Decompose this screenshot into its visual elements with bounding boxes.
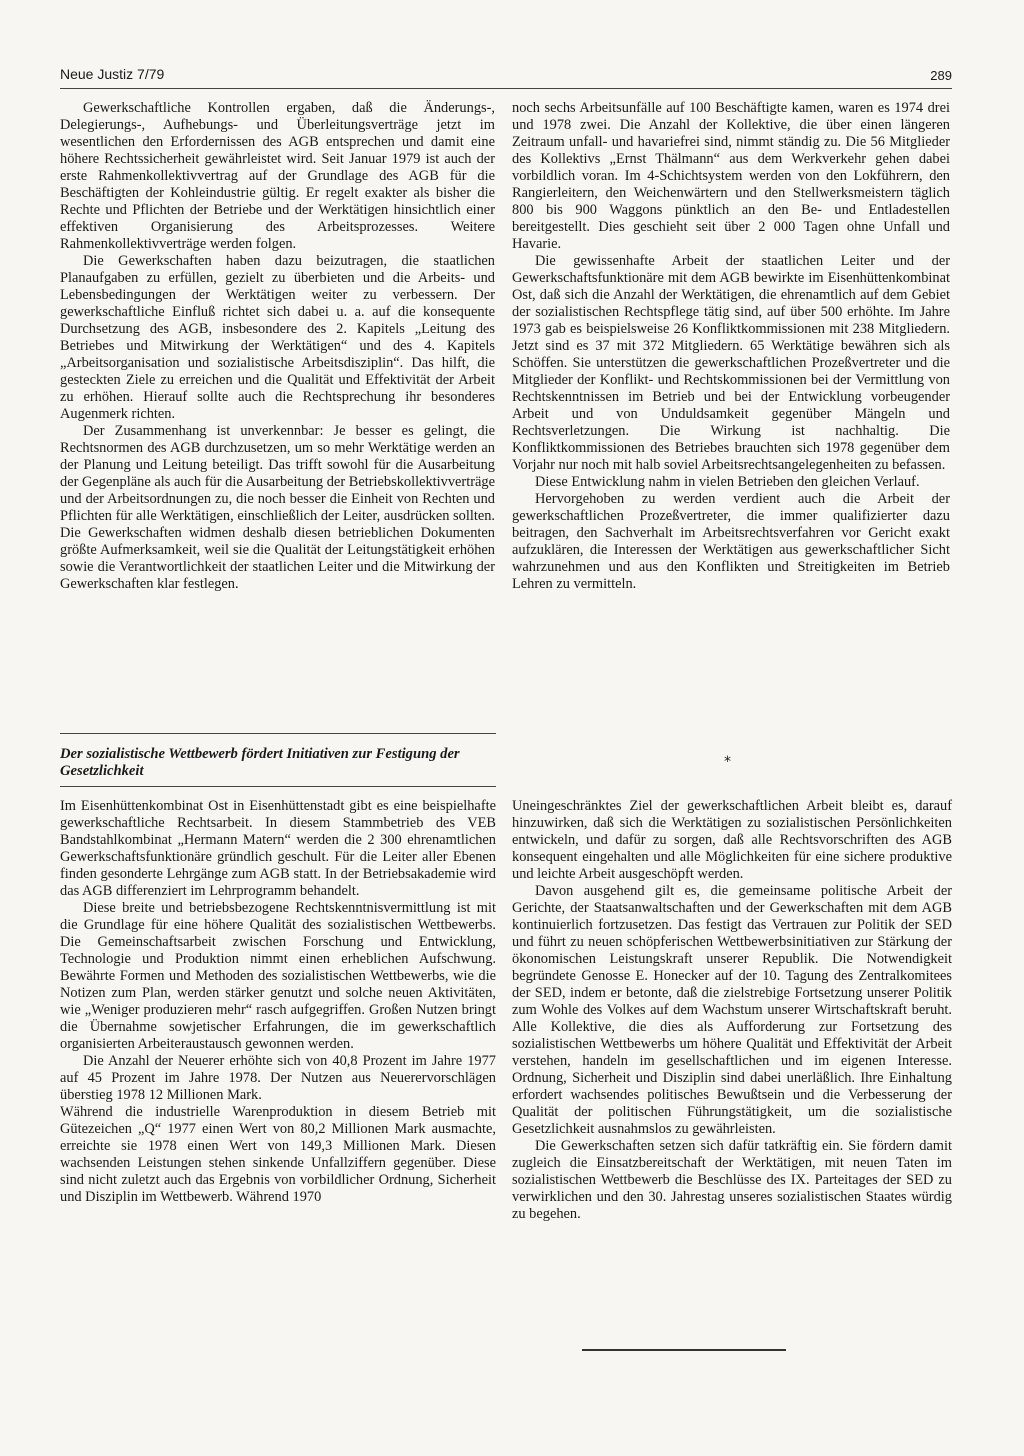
- paragraph: Die Gewerkschaften haben dazu beizutragen, die staatlichen Planaufgaben zu erfüllen, gezielt zu überbieten und die Arbeits- und Lebensbedingungen der Werktätigen weiter zu verbessern. Der gewerkschaftliche Einfluß richtet sich dabei u. a. auf die konsequente Durchsetzung des AGB, insbesondere des 2. Kapitels „Leitung des Betriebes und Mitwirkung der Werktätigen“ und des 4. Kapitels „Arbeitsorganisation und sozialistische Arbeitsdisziplin“. Das hilft, die gesteckten Ziele zu erreichen und die Qualität und Effektivität der Arbeit zu erhöhen. Hierauf sollte auch die Rechtsprechung ihr besonderes Augenmerk richten.: [60, 253, 495, 422]
- column-top-left: [60, 100, 495, 593]
- column-top-right: [512, 100, 950, 593]
- page-number: 289: [930, 68, 952, 83]
- column-bottom-left: [60, 798, 496, 1206]
- paragraph: Die gewissenhafte Arbeit der staatlichen Leiter und der Gewerkschaftsfunktionäre mit dem AGB bewirkte im Eisenhüttenkombinat Ost, daß sich die Anzahl der Werktätigen, die ehrenamtlich auf dem Gebiet der sozialistischen Rechtspflege tätig sind, auf über 500 erhöhte. Im Jahre 1973 gab es beispielsweise 26 Konfliktkommissionen mit 238 Mitgliedern. Jetzt sind es 37 mit 372 Mitgliedern. 65 Werktätige bewähren sich als Schöffen. Sie unterstützen die gewerkschaftlichen Prozeßvertreter und die Mitglieder der Konflikt- und Rechtskommissionen bei der Vermittlung von Rechtskenntnissen im Betrieb und bei der Entwicklung vorbeugender Arbeit und von Unduldsamkeit gegenüber Mängeln und Rechtsverletzungen. Die Wirkung ist nachhaltig. Die Konfliktkommissionen des Betriebes brauchten sich 1978 gegenüber dem Vorjahr nur noch mit halb soviel Arbeitsrechtsangelegenheiten zu befassen.: [512, 253, 950, 473]
- paragraph: Diese breite und betriebsbezogene Rechtskenntnisvermittlung ist mit die Grundlage für eine höhere Qualität des sozialistischen Wettbewerbs. Die Gemeinschaftsarbeit zwischen Forschung und Entwicklung, Technologie und Produktion nimmt einen erheblichen Aufschwung. Bewährte Formen und Methoden des sozialistischen Wettbewerbs, wie die Notizen zum Plan, werden stärker genutzt und solche neuen Aktivitäten, wie „Weniger produzieren mehr“ rasch aufgegriffen. Großen Nutzen bringt die Übernahme sowjetischer Erfahrungen, die im gewerkschaftlich organisierten Arbeiteraustausch gewonnen werden.: [60, 900, 496, 1052]
- section-heading: Der sozialistische Wettbewerb fördert Initiativen zur Festigung der Gesetzlichkeit: [60, 746, 460, 779]
- asterisk-separator: *: [724, 754, 731, 770]
- paragraph: Davon ausgehend gilt es, die gemeinsame politische Arbeit der Gerichte, der Staatsanwaltschaften und der Gewerkschaften mit dem AGB kontinuierlich fortzusetzen. Das festigt das Vertrauen zur Politik der SED und führt zu neuen schöpferischen Wettbewerbsinitiativen zur Stärkung der ökonomischen Leistungskraft unserer Republik. Die Notwendigkeit begründete Genosse E. Honecker auf der 10. Tagung des Zentralkomitees der SED, indem er betonte, daß die zielstrebige Fortsetzung unserer Politik zum Wohle des Volkes auf dem Wachstum unserer Wirtschaftskraft beruht. Alle Kollektive, die dies als Aufforderung zur Fortsetzung des sozialistischen Wettbewerbs um höhere Qualität und Effektivität der Arbeit verstehen, handeln im gesellschaftlichen und im eigenen Interesse. Ordnung, Sicherheit und Disziplin sind dabei unerläßlich. Ihre Einhaltung erfordert wachsendes politisches Bewußtsein und die Verbesserung der Qualität der politischen Führungstätigkeit, um die sozialistische Gesetzlichkeit ausnahmslos zu gewährleisten.: [512, 883, 952, 1137]
- paragraph: Diese Entwicklung nahm in vielen Betrieben den gleichen Verlauf.: [535, 474, 920, 490]
- column-bottom-right: [512, 798, 952, 1223]
- heading-underline: [60, 786, 496, 787]
- paragraph: Während die industrielle Warenproduktion in diesem Betrieb mit Gütezeichen „Q“ 1977 einen Wert von 80,2 Millionen Mark ausmachte, erreichte sie 1978 einen Wert von 149,3 Millionen Mark. Diesen wachsenden Leistungen stehen sinkende Unfallziffern gegenüber. Diese sind nicht zuletzt auch das Ergebnis von vorbildlicher Ordnung, Sicherheit und Disziplin im Wettbewerb. Während 1970: [60, 1104, 496, 1205]
- paragraph: Der Zusammenhang ist unverkennbar: Je besser es gelingt, die Rechtsnormen des AGB durchzusetzen, um so mehr Werktätige werden an der Planung und Leitung beteiligt. Das trifft sowohl für die Ausarbeitung der Gegenpläne als auch für die Ausarbeitung der Betriebskollektivverträge und der Arbeitsordnungen zu, die noch besser die Einheit von Rechten und Pflichten für alle Werktätigen, einschließlich der Leiter, ausdrücken sollten. Die Gewerkschaften widmen deshalb diesen betrieblichen Dokumenten größte Aufmerksamkeit, weil sie die Qualität der Leitungstätigkeit erhöhen sowie die Verantwortlichkeit der staatlichen Leiter und die Mitwirkung der Gewerkschaften klar festlegen.: [60, 423, 495, 592]
- paragraph: noch sechs Arbeitsunfälle auf 100 Beschäftigte kamen, waren es 1974 drei und 1978 zwei. Die Anzahl der Kollektive, die über einen längeren Zeitraum unfall- und havariefrei sind, nimmt ständig zu. Die 56 Mitglieder des Kollektivs „Ernst Thälmann“ aus dem Werkverkehr gehen dabei vorbildlich voran. Im 4-Schichtsystem werden von den Lokführern, den Rangierleitern, den Weichenwärtern und den Stellwerksmeistern täglich 800 bis 900 Waggons pünktlich an den Be- und Entladestellen bereitgestellt. Dies geschieht seit über 2 000 Tagen ohne Unfall und Havarie.: [512, 100, 950, 252]
- paragraph: Die Gewerkschaften setzen sich dafür tatkräftig ein. Sie fördern damit zugleich die Einsatzbereitschaft der Werktätigen, mit neuen Taten im sozialistischen Wettbewerb die Beschlüsse des IX. Parteitages der SED zu verwirklichen und den 30. Jahrestag unseres sozialistischen Staates würdig zu begehen.: [512, 1138, 952, 1222]
- page-header: [60, 66, 952, 89]
- article-end-rule: [582, 1349, 786, 1351]
- paragraph: Im Eisenhüttenkombinat Ost in Eisenhüttenstadt gibt es eine beispielhafte gewerkschaftliche Rechtsarbeit. In diesem Stammbetrieb des VEB Bandstahlkombinat „Hermann Matern“ werden die 2 300 ehrenamtlichen Gewerkschaftsfunktionäre gründlich geschult. Für die Leiter aller Ebenen finden gesonderte Lehrgänge zum AGB statt. In der Betriebsakademie wird das AGB differenziert im Lehrprogramm behandelt.: [60, 798, 496, 899]
- paragraph: Hervorgehoben zu werden verdient auch die Arbeit der gewerkschaftlichen Prozeßvertreter, die immer qualifizierter dazu beitragen, den Sachverhalt im Arbeitsrechtsverfahren vor Gericht exakt aufzuklären, die Interessen der Werktätigen aus gewerkschaftlicher Sicht wahrzunehmen und aus den Konflikten und Streitigkeiten im Betrieb Lehren zu vermitteln.: [512, 491, 950, 592]
- paragraph: Gewerkschaftliche Kontrollen ergaben, daß die Änderungs-, Delegierungs-, Aufhebungs- und Überleitungsverträge jetzt im wesentlichen den Erfordernissen des AGB entsprechen und damit eine höhere Rechtssicherheit gewährleistet wird. Seit Januar 1979 ist auch der erste Rahmenkollektivvertrag auf der Grundlage des AGB für die Beschäftigten der Kohleindustrie gültig. Er regelt exakter als bisher die Rechte und Pflichten der Betriebe und der Werktätigen hinsichtlich einer effektiven Organisierung des Arbeitsprozesses. Weitere Rahmenkollektivverträge werden folgen.: [60, 100, 495, 252]
- paragraph: Uneingeschränktes Ziel der gewerkschaftlichen Arbeit bleibt es, darauf hinzuwirken, daß sich die Werktätigen zu sozialistischen Persönlichkeiten entwickeln, und dafür zu sorgen, daß alle Rechtsvorschriften des AGB konsequent eingehalten und alle Möglichkeiten für eine sichere produktive und leichte Arbeit ausgeschöpft werden.: [512, 798, 952, 882]
- paragraph: Die Anzahl der Neuerer erhöhte sich von 40,8 Prozent im Jahre 1977 auf 45 Prozent im Jahre 1978. Der Nutzen aus Neuerervorschlägen überstieg 1978 12 Millionen Mark.: [60, 1053, 496, 1103]
- journal-issue: Neue Justiz 7/79: [60, 66, 165, 82]
- section-divider: [60, 733, 496, 734]
